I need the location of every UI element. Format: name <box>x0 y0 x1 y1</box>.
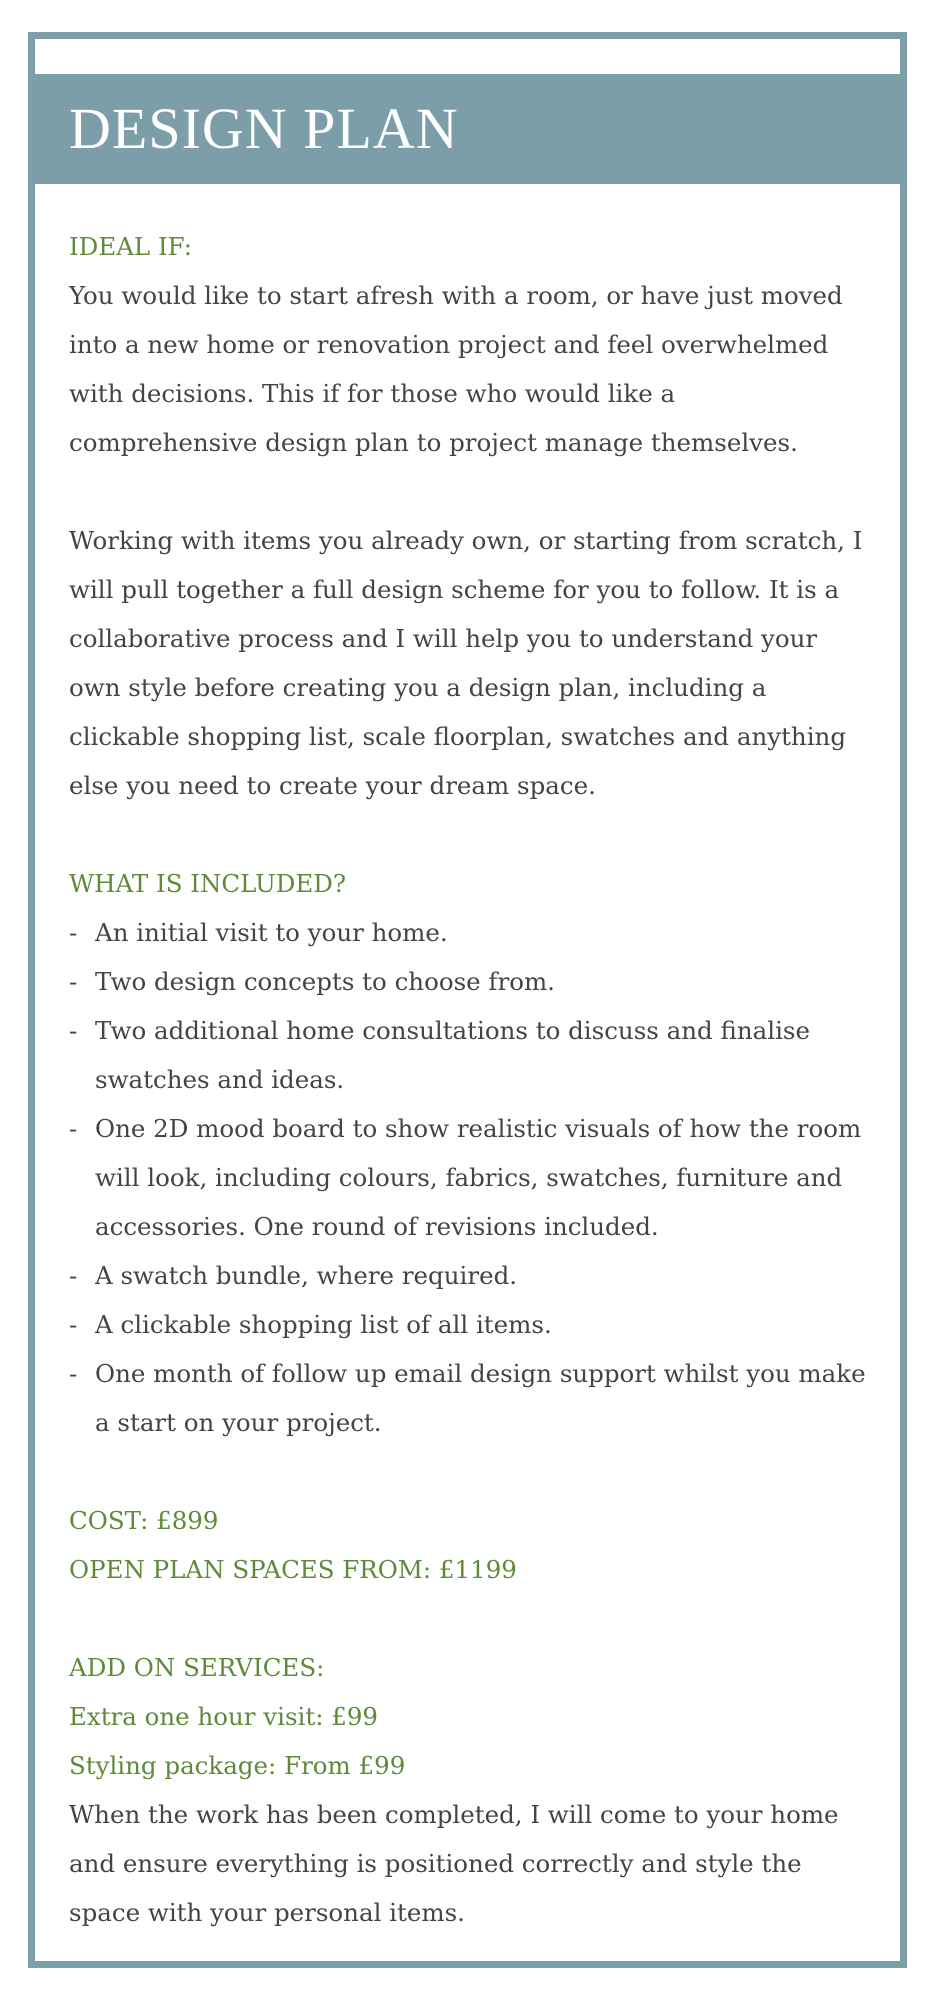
list-item <box>69 1104 870 1251</box>
bullet-dash: - <box>69 1114 78 1143</box>
add-on-heading: ADD ON SERVICES: <box>69 1653 325 1682</box>
list-item-text: One 2D mood board to show realistic visuals of how the room will look, including colours, fabrics, swatches, furniture and accessories. One round of revisions included. <box>95 1114 862 1241</box>
spacer <box>69 1594 870 1643</box>
ideal-if-heading: IDEAL IF: <box>69 232 193 261</box>
open-plan-cost-label: OPEN PLAN SPACES FROM: £1199 <box>69 1555 517 1584</box>
design-plan-card <box>28 32 907 1968</box>
list-item <box>69 1300 870 1349</box>
included-heading: WHAT IS INCLUDED? <box>69 869 347 898</box>
ideal-if-paragraph-2: Working with items you already own, or starting from scratch, I will pull together a full design scheme for you to follow. It is a collaborative process and I will help you to understand your own style before creating you a design plan, including a clickable shopping list, scale floorplan, swatches and anything else you need to create your dream space. <box>69 526 863 800</box>
list-item <box>69 1349 870 1447</box>
list-item-text: Two additional home consultations to discuss and finalise swatches and ideas. <box>95 1016 810 1094</box>
bullet-dash: - <box>69 918 78 947</box>
bullet-dash: - <box>69 1310 78 1339</box>
list-item <box>69 957 870 1006</box>
list-item-text: An initial visit to your home. <box>95 918 448 947</box>
styling-package-price: Styling package: From £99 <box>69 1751 406 1780</box>
card-content <box>69 222 870 1937</box>
cost-label: COST: £899 <box>69 1506 219 1535</box>
header-banner <box>35 74 900 184</box>
list-item-text: Two design concepts to choose from. <box>95 967 555 996</box>
bullet-dash: - <box>69 1359 78 1388</box>
extra-visit-price: Extra one hour visit: £99 <box>69 1702 379 1731</box>
list-item-text: A swatch bundle, where required. <box>95 1261 518 1290</box>
styling-description: When the work has been completed, I will come to your home and ensure everything is positioned correctly and style the space with your personal items. <box>69 1800 839 1927</box>
list-item <box>69 1006 870 1104</box>
list-item-text: A clickable shopping list of all items. <box>95 1310 552 1339</box>
list-item <box>69 1251 870 1300</box>
bullet-dash: - <box>69 1016 78 1045</box>
list-item-text: One month of follow up email design support whilst you make a start on your project. <box>95 1359 866 1437</box>
included-list <box>69 908 870 1447</box>
ideal-if-paragraph-1: You would like to start afresh with a room, or have just moved into a new home or renovation project and feel overwhelmed with decisions. This if for those who would like a comprehensive design plan to project manage themselves. <box>69 281 843 457</box>
bullet-dash: - <box>69 967 78 996</box>
spacer <box>69 467 870 516</box>
list-item <box>69 908 870 957</box>
bullet-dash: - <box>69 1261 78 1290</box>
spacer <box>69 1447 870 1496</box>
page-title: DESIGN PLAN <box>69 96 459 161</box>
spacer <box>69 810 870 859</box>
